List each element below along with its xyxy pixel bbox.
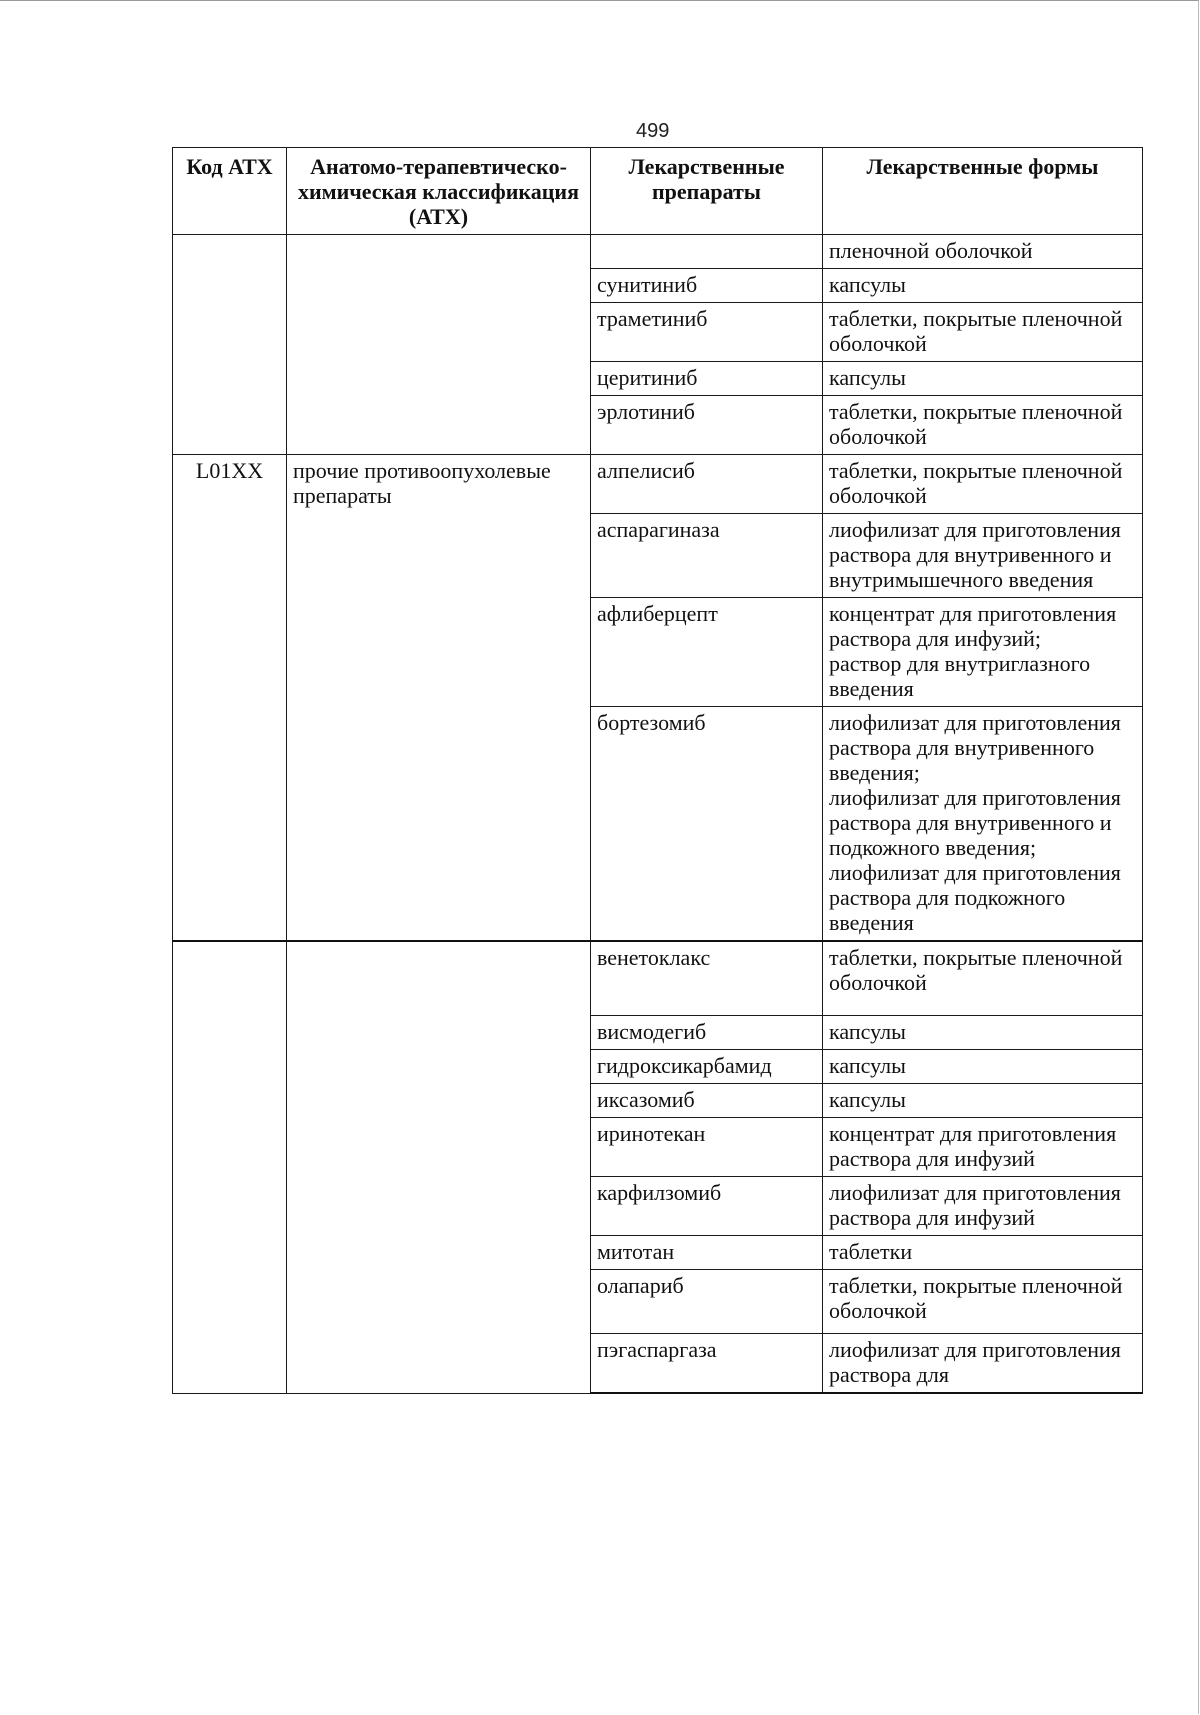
- header-drugs: Лекарственные препараты: [591, 148, 823, 235]
- cell-drug: аспарагиназа: [591, 514, 823, 598]
- header-forms: Лекарственные формы: [823, 148, 1143, 235]
- page-number: 499: [636, 120, 670, 142]
- cell-form: концентрат для приготовления раствора для инфузий: [823, 1118, 1143, 1177]
- cell-form: капсулы: [823, 362, 1143, 396]
- cell-drug: сунитиниб: [591, 269, 823, 303]
- cell-form: лиофилизат для приготовления раствора для внутривенного введения; лиофилизат для приготовления раствора для внутривенного и подкожного введения; лиофилизат для приготовления раствора для подкожного введения: [823, 707, 1143, 942]
- table-row: [173, 235, 1143, 269]
- cell-form: концентрат для приготовления раствора для инфузий; раствор для внутриглазного введения: [823, 598, 1143, 707]
- cell-drug: висмодегиб: [591, 1016, 823, 1050]
- cell-drug: гидроксикарбамид: [591, 1050, 823, 1084]
- cell-drug: алпелисиб: [591, 455, 823, 514]
- header-code: Код АТХ: [173, 148, 287, 235]
- cell-form: таблетки, покрытые пленочной оболочкой: [823, 396, 1143, 455]
- cell-drug: афлиберцепт: [591, 598, 823, 707]
- cell-form: капсулы: [823, 1016, 1143, 1050]
- cell-drug: олапариб: [591, 1270, 823, 1334]
- cell-drug: карфилзомиб: [591, 1177, 823, 1236]
- cell-form: таблетки: [823, 1236, 1143, 1270]
- cell-form: таблетки, покрытые пленочной оболочкой: [823, 941, 1143, 1016]
- cell-classification: [287, 941, 591, 1393]
- cell-form: лиофилизат для приготовления раствора для внутривенного и внутримышечного введения: [823, 514, 1143, 598]
- cell-form: капсулы: [823, 1050, 1143, 1084]
- cell-form: капсулы: [823, 1084, 1143, 1118]
- cell-code: [173, 235, 287, 455]
- cell-drug: эрлотиниб: [591, 396, 823, 455]
- cell-classification: [287, 235, 591, 455]
- cell-drug: бортезомиб: [591, 707, 823, 942]
- cell-form: пленочной оболочкой: [823, 235, 1143, 269]
- cell-drug: иринотекан: [591, 1118, 823, 1177]
- table-row: [173, 455, 1143, 514]
- cell-classification: прочие противоопухолевые препараты: [287, 455, 591, 942]
- header-classification: Анатомо-терапевтическо-химическая классификация (АТХ): [287, 148, 591, 235]
- cell-form: таблетки, покрытые пленочной оболочкой: [823, 1270, 1143, 1334]
- cell-drug: траметиниб: [591, 303, 823, 362]
- cell-code: L01XX: [173, 455, 287, 942]
- cell-form: таблетки, покрытые пленочной оболочкой: [823, 455, 1143, 514]
- table-header-row: [173, 148, 1143, 235]
- cell-code: [173, 941, 287, 1393]
- table-row: [173, 941, 1143, 1016]
- atx-drug-table: [172, 147, 1143, 1394]
- cell-form: капсулы: [823, 269, 1143, 303]
- cell-drug: церитиниб: [591, 362, 823, 396]
- cell-drug: иксазомиб: [591, 1084, 823, 1118]
- cell-form: лиофилизат для приготовления раствора для инфузий: [823, 1177, 1143, 1236]
- cell-drug: пэгаспаргаза: [591, 1334, 823, 1394]
- cell-drug: [591, 235, 823, 269]
- cell-drug: венетоклакс: [591, 941, 823, 1016]
- cell-form: таблетки, покрытые пленочной оболочкой: [823, 303, 1143, 362]
- cell-drug: митотан: [591, 1236, 823, 1270]
- cell-form: лиофилизат для приготовления раствора для: [823, 1334, 1143, 1394]
